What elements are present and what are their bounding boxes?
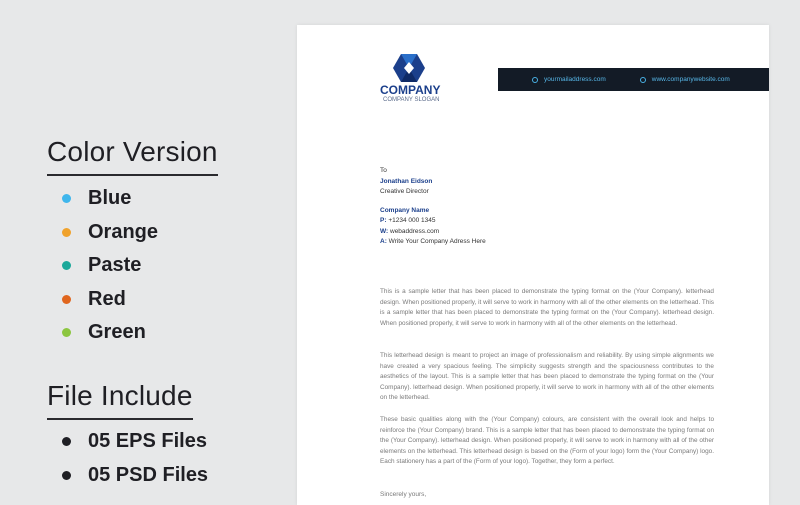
web-line: W: webaddress.com [380, 227, 440, 235]
letter-paragraph: This letterhead design is meant to project an image of professionalism and reliability. By using simple alignments we have created a very spacious feeling. The simplicity suggests strength and the spaciousness contributes to the aesthetics of the layout. This is a sample letter that has been placed to demonstrate the typing format on the (Your Company). letterhead design. When positioned properly, it will serve to work in harmony with all of the other elements on the letterhead. [380, 352, 714, 402]
bullet-dot-icon [62, 295, 71, 304]
address-line: A: Write Your Company Adress Here [380, 238, 486, 245]
letter-closing: Sincerely yours, [380, 491, 427, 498]
file-list [62, 425, 208, 492]
bullet-dot-icon [62, 261, 71, 270]
contact-bar [498, 68, 769, 91]
color-item-orange: Orange [62, 216, 158, 250]
recipient-title: Creative Director [380, 188, 429, 195]
company-logo-icon [393, 53, 425, 83]
color-version-heading: Color Version [47, 136, 218, 176]
phone-line: P: +1234 000 1345 [380, 217, 436, 224]
bullet-dot-icon [62, 437, 71, 446]
globe-icon [640, 77, 646, 83]
email-icon [532, 77, 538, 83]
letter-paragraph: These basic qualities along with the (Your Company) colours, are consistent with the overall look and helps to reinforce the (Your Company) brand. This is a sample letter that has been placed to demonstrate the typing format on the (Your Company). letterhead design. When positioned properly, it will serve to work in harmony with all of the other elements on the letterhead. This letterhead design is based on the (Form of your logo) form the (Your Company) logo. Each stationery has a part of the (Form of your logo). Together, they form a perfect. [380, 416, 714, 466]
email-contact: yourmailaddress.com [532, 76, 606, 83]
file-item-psd: 05 PSD Files [62, 459, 208, 493]
bullet-dot-icon [62, 471, 71, 480]
letterhead-preview [297, 25, 769, 505]
color-list [62, 182, 158, 350]
color-item-paste: Paste [62, 249, 158, 283]
website-contact: www.companywebsite.com [640, 76, 730, 83]
letter-paragraph: This is a sample letter that has been placed to demonstrate the typing format on the (Your Company). letterhead design. When positioned properly, it will serve to work in harmony with all of the other elements on the letterhead. This is a sample letter that has been placed to demonstrate the typing format on the (Your Company). letterhead design. When positioned properly, it will serve to work in harmony with all of the other elements on the letterhead. [380, 288, 714, 327]
recipient-name: Jonathan Eidson [380, 177, 433, 185]
color-item-blue: Blue [62, 182, 158, 216]
color-item-green: Green [62, 316, 158, 350]
bullet-dot-icon [62, 328, 71, 337]
file-include-heading: File Include [47, 380, 193, 420]
color-item-red: Red [62, 283, 158, 317]
recipient-company: Company Name [380, 206, 430, 214]
recipient-block: To Jonathan Eidson Creative Director Company Name P: +1234 000 1345 W: webaddress.com A: Write Your Company Adress Here [380, 166, 486, 248]
company-slogan: COMPANY SLOGAN [383, 97, 440, 103]
bullet-dot-icon [62, 194, 71, 203]
company-name: COMPANY [380, 83, 441, 97]
file-item-eps: 05 EPS Files [62, 425, 208, 459]
bullet-dot-icon [62, 228, 71, 237]
feature-panel [0, 0, 290, 500]
